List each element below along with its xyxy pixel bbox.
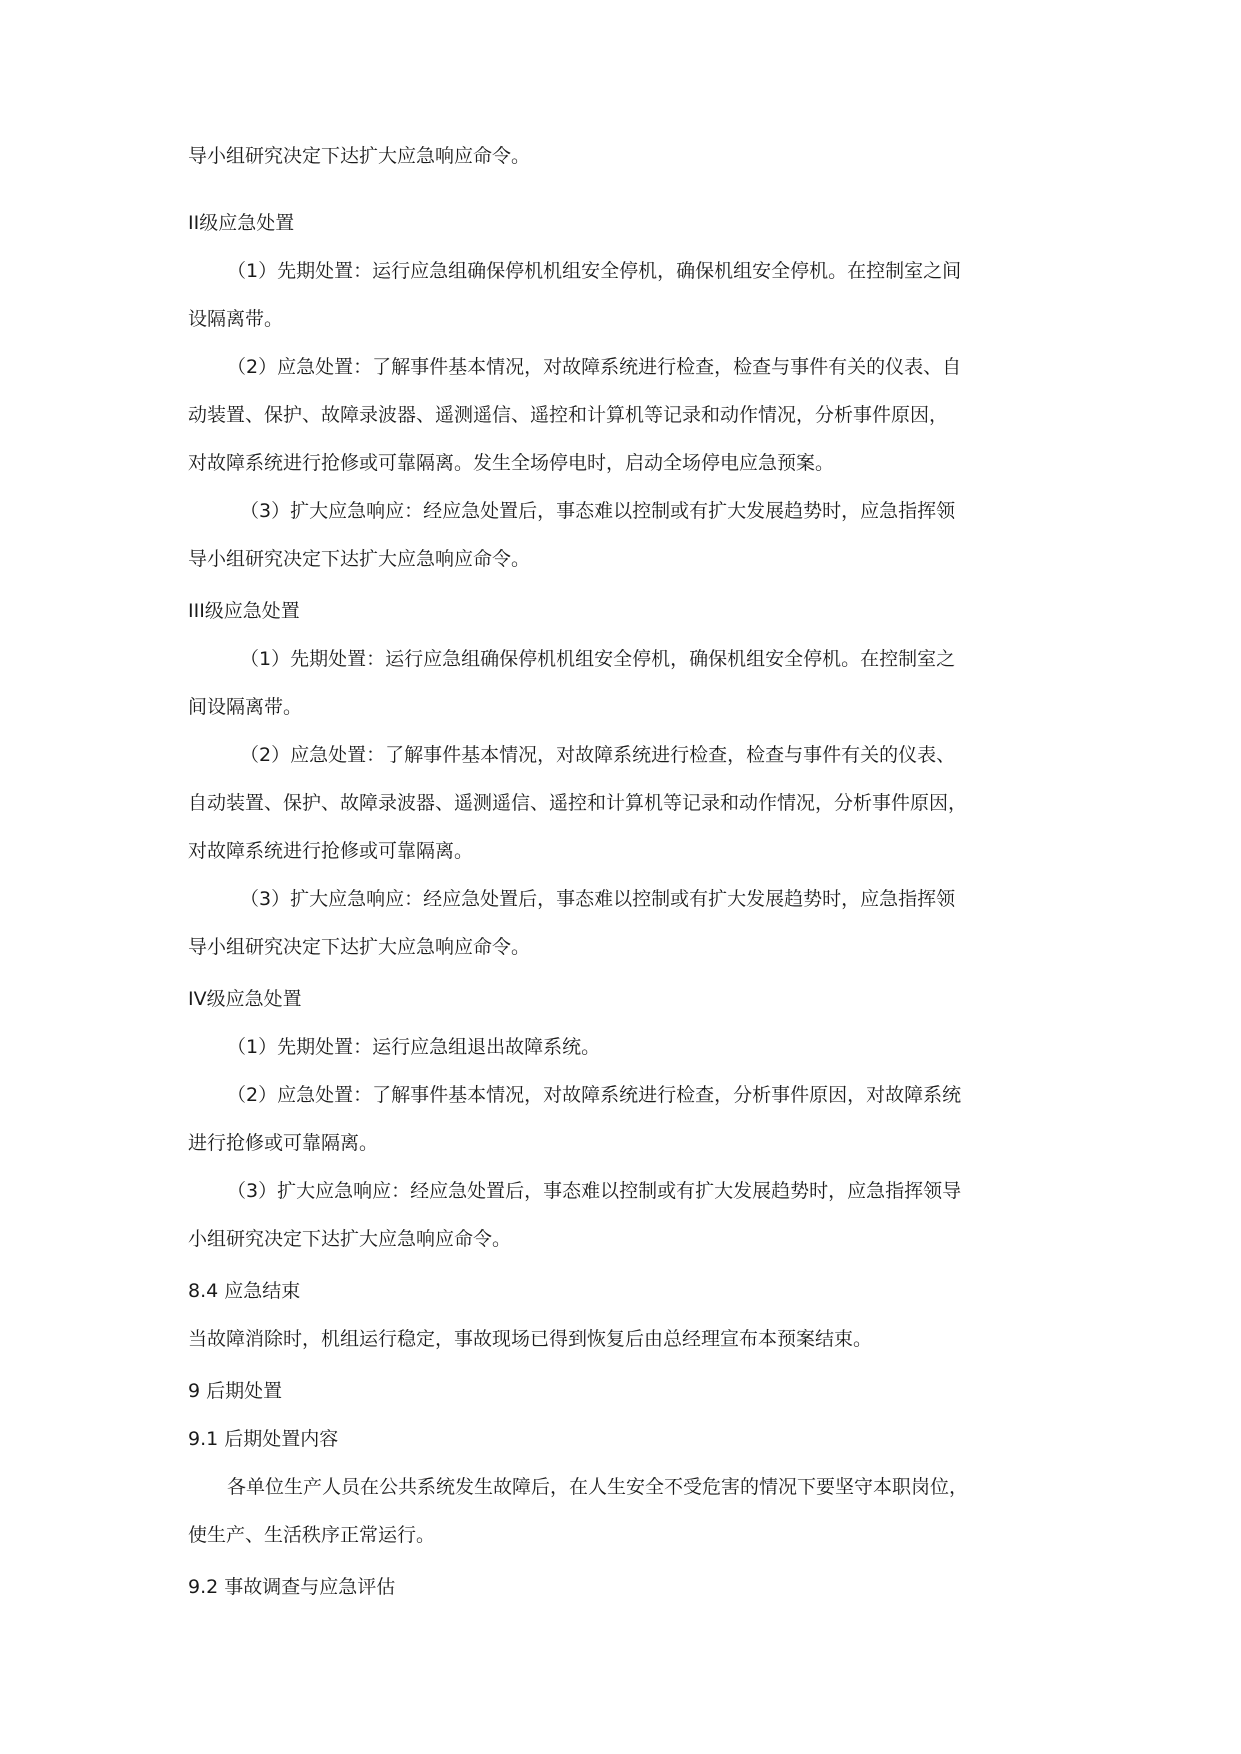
text-line: 使生产、生活秩序正常运行。 bbox=[188, 1524, 436, 1546]
text-line: 导小组研究决定下达扩大应急响应命令。 bbox=[188, 548, 531, 570]
text-line: 设隔离带。 bbox=[188, 308, 284, 330]
section-heading: III级应急处置 bbox=[188, 600, 300, 622]
text-line: 对故障系统进行抢修或可靠隔离。发生全场停电时，启动全场停电应急预案。 bbox=[188, 452, 835, 474]
text-line: 小组研究决定下达扩大应急响应命令。 bbox=[188, 1228, 512, 1250]
text-line: 导小组研究决定下达扩大应急响应命令。 bbox=[188, 936, 531, 958]
text-line: （3）扩大应急响应：经应急处置后，事态难以控制或有扩大发展趋势时，应急指挥领 bbox=[240, 500, 956, 522]
text-line: 自动装置、保护、故障录波器、遥测遥信、遥控和计算机等记录和动作情况，分析事件原因， bbox=[188, 792, 968, 814]
section-heading: IV级应急处置 bbox=[188, 988, 302, 1010]
text-line: （2）应急处置：了解事件基本情况，对故障系统进行检查，检查与事件有关的仪表、自 bbox=[227, 356, 962, 378]
section-heading: 9.1 后期处置内容 bbox=[188, 1428, 339, 1450]
text-line: 各单位生产人员在公共系统发生故障后，在人生安全不受危害的情况下要坚守本职岗位， bbox=[227, 1476, 969, 1498]
text-line: （1）先期处置：运行应急组确保停机机组安全停机，确保机组安全停机。在控制室之 bbox=[240, 648, 956, 670]
text-line: （3）扩大应急响应：经应急处置后，事态难以控制或有扩大发展趋势时，应急指挥领 bbox=[240, 888, 956, 910]
text-line: （2）应急处置：了解事件基本情况，对故障系统进行检查，分析事件原因，对故障系统 bbox=[227, 1084, 962, 1106]
text-line: （3）扩大应急响应：经应急处置后，事态难以控制或有扩大发展趋势时，应急指挥领导 bbox=[227, 1180, 962, 1202]
text-line: 动装置、保护、故障录波器、遥测遥信、遥控和计算机等记录和动作情况，分析事件原因， bbox=[188, 404, 949, 426]
text-line: （1）先期处置：运行应急组确保停机机组安全停机，确保机组安全停机。在控制室之间 bbox=[227, 260, 962, 282]
text-line: （2）应急处置：了解事件基本情况，对故障系统进行检查，检查与事件有关的仪表、 bbox=[240, 744, 956, 766]
text-line: （1）先期处置：运行应急组退出故障系统。 bbox=[227, 1036, 601, 1058]
text-line: 当故障消除时，机组运行稳定，事故现场已得到恢复后由总经理宣布本预案结束。 bbox=[188, 1328, 873, 1350]
section-heading: 9 后期处置 bbox=[188, 1380, 283, 1402]
text-line: 对故障系统进行抢修或可靠隔离。 bbox=[188, 840, 474, 862]
section-heading: 8.4 应急结束 bbox=[188, 1280, 301, 1302]
section-heading: II级应急处置 bbox=[188, 212, 295, 234]
text-line: 间设隔离带。 bbox=[188, 696, 303, 718]
section-heading: 9.2 事故调查与应急评估 bbox=[188, 1576, 396, 1598]
text-line: 进行抢修或可靠隔离。 bbox=[188, 1132, 379, 1154]
text-line: 导小组研究决定下达扩大应急响应命令。 bbox=[188, 145, 531, 167]
